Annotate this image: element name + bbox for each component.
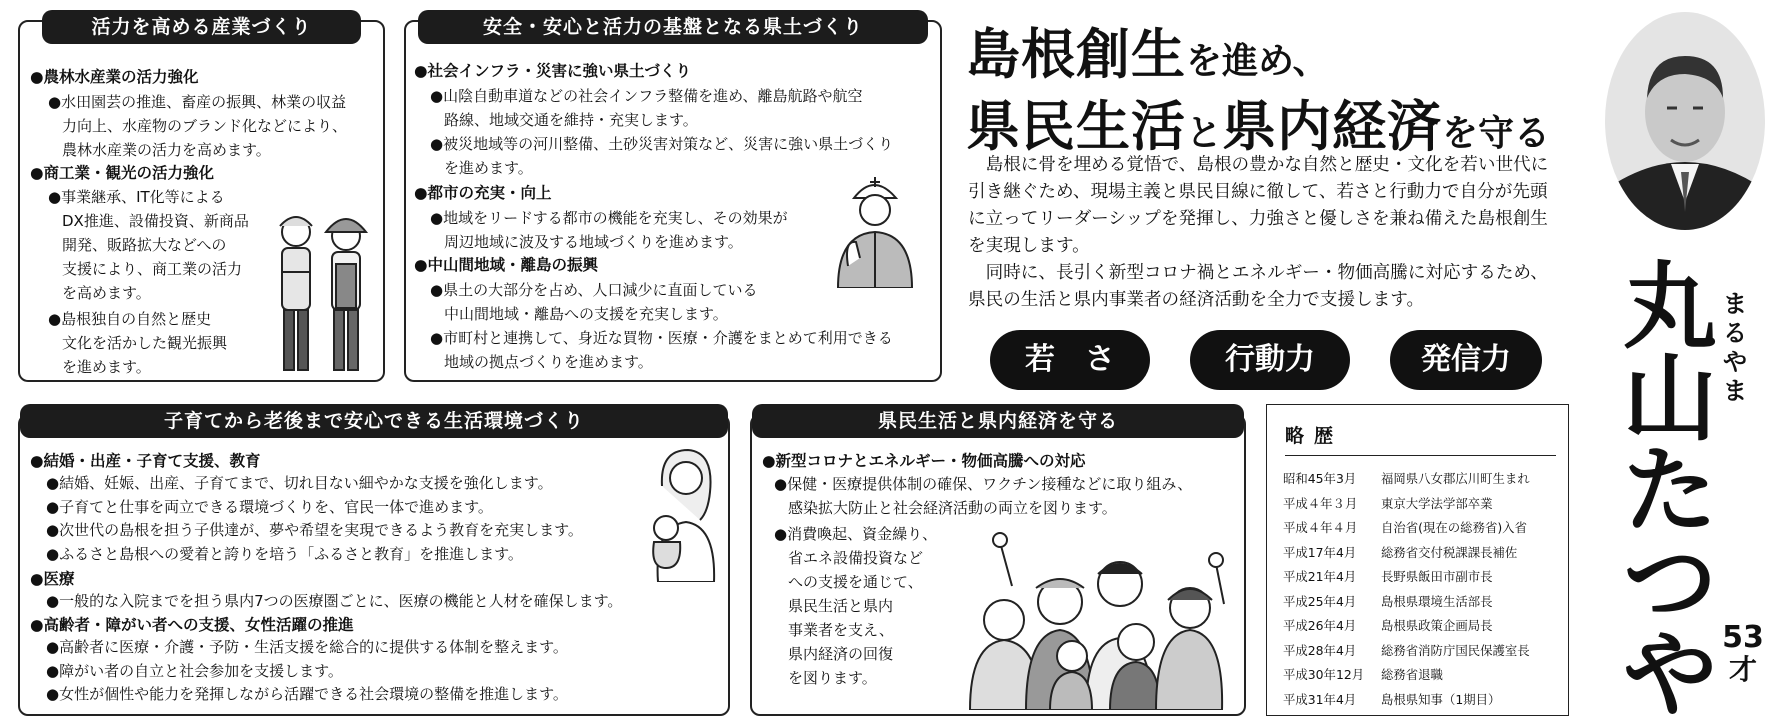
panel-safety-title: 安全・安心と活力の基盤となる県土づくり [418,10,928,44]
bullet-item: ●保健・医療提供体制の確保、ワクチン接種などに取り組み、 感染拡大防止と社会経済活動の両立を図ります。 [774,475,1193,517]
list-item: ●次世代の島根を担う子供達が、夢や希望を実現できるよう教育を充実します。 [46,521,583,539]
list-item: ●結婚、妊娠、出産、子育てまで、切れ目ない細やかな支援を強化します。 [46,474,553,492]
bullet-item: ●被災地域等の河川整備、土砂災害対策など、災害に強い県土づくり を進めます。 [430,135,894,177]
career-row: 昭和45年3月 福岡県八女郡広川町生まれ [1283,471,1530,486]
bullet-item: ●消費喚起、資金繰り、 省エネ設備投資など への支援を通じて、 県民生活と県内 事業者を支え、 県内経済の回復 を図ります。 [774,525,938,687]
section-heading: ●商工業・観光の活力強化 [30,164,215,182]
headline-line1: 島根創生を進め、 [966,22,1329,86]
bullet-item: ●県土の大部分を占め、人口減少に直面している 中山間地域・離島への支援を充実します。 [430,281,758,323]
intro-paragraph-1: 島根に骨を埋める覚悟で、島根の豊かな自然と歴史・文化を若い世代に引き継ぐため、現場主義と県民目線に徹して、若さと行動力で自分が先頭に立ってリーダーシップを発揮し、力強さと優しさを兼ね備えた島根創生を実現します。 [968,155,1549,256]
section-heading: ●中山間地域・離島の振興 [414,256,599,274]
panel-safety [404,16,942,382]
list-item: ●子育てと仕事を両立できる環境づくりを、官民一体で進めます。 [46,497,493,516]
bullet-item: ●山陰自動車道などの社会インフラ整備を進め、離島航路や航空 路線、地域交通を維持・充実します。 [430,87,863,129]
candidate-furigana: ま る や ま [1723,290,1747,405]
intro-paragraph-2: 同時に、長引く新型コロナ禍とエネルギー・物価高騰に対応するため、県民の生活と県内事業者の経済活動を全力で支援します。 [968,263,1548,310]
list-item: ●ふるさと島根への愛着と誇りを培う「ふるさと教育」を推進します。 [46,544,523,563]
career-title: 略歴 [1285,425,1344,447]
panel-life-title: 子育てから老後まで安心できる生活環境づくり [20,404,728,438]
panel-economy [750,410,1246,716]
slogan-pill-youth: 若 さ [990,330,1150,390]
section-heading: ●農林水産業の活力強化 [30,68,199,86]
career-row: 平成４年３月 東京大学法学部卒業 [1283,495,1493,511]
bullet-item: ●水田園芸の推進、畜産の振興、林業の収益 力向上、水産物のブランド化などにより、 農林水産業の活力を高めます。 [48,93,348,159]
career-box [1266,404,1569,716]
slogan-pill-communication: 発信力 [1390,330,1542,390]
section-heading: ●結婚・出産・子育て支援、教育 [30,452,261,470]
section-heading: ●高齢者・障がい者への支援、女性活躍の推進 [30,616,354,634]
panel-industry-title: 活力を高める産業づくり [42,10,361,44]
section-heading: ●新型コロナとエネルギー・物価高騰への対応 [762,452,1086,470]
worker-illustration [824,170,924,288]
mother-child-illustration [640,442,720,582]
list-item: ●女性が個性や能力を発揮しながら活躍できる社会環境の整備を推進します。 [46,685,568,703]
career-row: 平成21年4月 長野県飯田市副市長 [1283,569,1493,584]
career-divider [1285,455,1556,456]
bullet-item: ●地域をリードする都市の機能を充実し、その効果が 周辺地域に波及する地域づくりを進めます。 [430,209,788,251]
panel-industry [18,16,385,382]
bullet-item: ●事業継承、IT化等による DX推進、設備投資、新商品 開発、販路拡大などへの 支援により、商工業の活力 を高めます。 [48,188,249,302]
career-row: 平成４年４月 自治省(現在の総務省)入省 [1283,520,1527,535]
bullet-item: ●島根独自の自然と歴史 文化を活かした観光振興 を進めます。 [48,310,228,376]
list-item: ●障がい者の自立と社会参加を支援します。 [46,661,343,680]
career-row: 平成25年4月 島根県環境生活部長 [1283,593,1493,609]
candidate-portrait [1605,12,1765,230]
career-row: 平成31年4月 島根県知事（1期目） [1283,691,1501,707]
intro-text [968,152,1560,314]
bullet-item: ●市町村と連携して、身近な買物・医療・介護をまとめて利用できる 地域の拠点づくりを進めます。 [430,329,893,371]
section-heading: ●医療 [30,570,75,588]
bullet-list [46,636,568,707]
panel-economy-title: 県民生活と県内経済を守る [752,404,1244,438]
candidate-name: 丸 山 た つ や [1622,253,1717,725]
cheering-people-illustration [960,524,1240,710]
slogan-pill-action: 行動力 [1190,330,1350,390]
list-item: ●一般的な入院までを担う県内7つの医療圏ごとに、医療の機能と人材を確保します。 [46,592,623,610]
bullet-list [46,590,622,614]
list-item: ●高齢者に医療・介護・予防・生活支援を総合的に提供する体制を整えます。 [46,638,568,656]
section-heading: ●都市の充実・向上 [414,184,552,202]
career-row: 平成17年4月 総務省交付税課課長補佐 [1283,544,1518,560]
career-row: 平成30年12月 総務省退職 [1283,667,1443,682]
headline-line2: 県民生活と県内経済を守る [966,94,1551,158]
bullet-list [46,472,583,566]
career-row: 平成28年4月 総務省消防庁国民保護室長 [1283,642,1530,658]
candidate-age: 53 才 [1722,620,1764,686]
section-heading: ●社会インフラ・災害に強い県土づくり [414,62,692,80]
farmers-illustration [268,202,378,382]
panel-life [18,410,730,716]
career-row: 平成26年4月 島根県政策企画局長 [1283,618,1493,633]
